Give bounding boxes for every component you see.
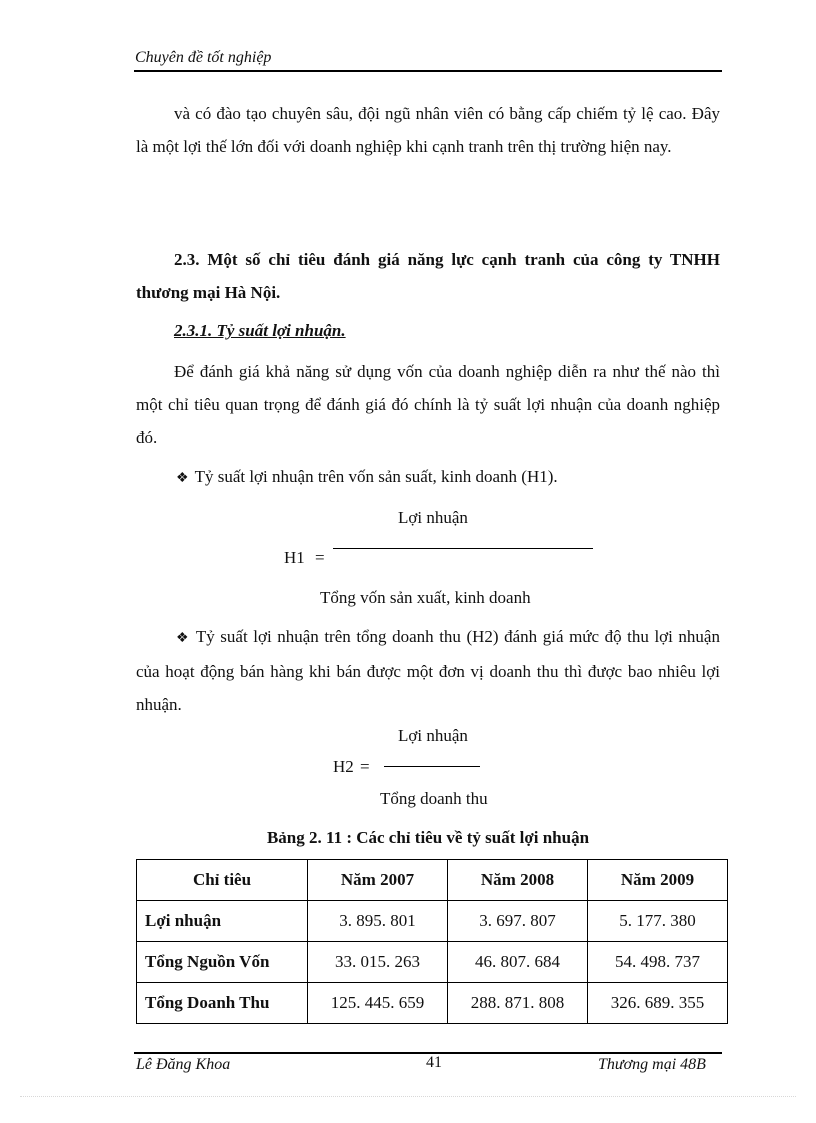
table-caption: Bảng 2. 11 : Các chỉ tiêu về tỷ suất lợi nhuận <box>266 828 590 847</box>
table-header-cell: Năm 2008 <box>448 860 588 901</box>
diamond-bullet-icon: ❖ <box>176 471 189 486</box>
table-cell: 288. 871. 808 <box>448 983 588 1024</box>
table-cell: 3. 697. 807 <box>448 901 588 942</box>
formula-h2-numerator: Lợi nhuận <box>398 726 468 745</box>
table-header-row <box>137 860 728 901</box>
paragraph-intro: và có đào tạo chuyên sâu, đội ngũ nhân viên có bằng cấp chiếm tỷ lệ cao. Đây là một lợi thế lớn đối với doanh nghiệp khi cạnh tranh trên thị trường hiện nay. <box>136 104 720 156</box>
table-cell: 125. 445. 659 <box>308 983 448 1024</box>
profit-rate-table <box>136 859 728 1024</box>
table-row <box>137 901 728 942</box>
table-cell: 54. 498. 737 <box>588 942 728 983</box>
table-row-label: Lợi nhuận <box>137 901 308 942</box>
table-cell: 3. 895. 801 <box>308 901 448 942</box>
header-title: Chuyên đề tốt nghiệp <box>135 49 272 66</box>
bullet-h1 <box>176 467 558 487</box>
footer-class: Thương mại 48B <box>598 1056 706 1073</box>
paragraph-profit-rate: Để đánh giá khả năng sử dụng vốn của doanh nghiệp diễn ra như thế nào thì một chỉ tiêu quan trọng để đánh giá đó chính là tỷ suất lợi nhuận của doanh nghiệp đó. <box>136 362 720 447</box>
formula-h1-numerator: Lợi nhuận <box>398 508 468 527</box>
formula-h1-label: H1 <box>284 548 305 567</box>
formula-h2-label: H2 <box>333 757 354 776</box>
table-row-label: Tổng Doanh Thu <box>137 983 308 1024</box>
bullet-h2-text: Tỷ suất lợi nhuận trên tổng doanh thu (H2) đánh giá mức độ thu lợi nhuận của hoạt động bán hàng khi bán được một đơn vị doanh thu thì được bao nhiêu lợi nhuận. <box>136 627 720 714</box>
formula-h1-fraction-line <box>333 548 593 549</box>
table-header-cell: Chỉ tiêu <box>137 860 308 901</box>
table-header-cell: Năm 2007 <box>308 860 448 901</box>
table-cell: 5. 177. 380 <box>588 901 728 942</box>
table-cell: 326. 689. 355 <box>588 983 728 1024</box>
table-row <box>137 942 728 983</box>
formula-h2-equals: = <box>360 757 370 776</box>
header-divider <box>134 70 722 72</box>
table-row <box>137 983 728 1024</box>
formula-h2-fraction-line <box>384 766 480 767</box>
page-edge-divider <box>20 1096 796 1097</box>
page-number: 41 <box>426 1054 442 1071</box>
formula-h1-equals: = <box>315 548 325 567</box>
diamond-bullet-icon: ❖ <box>176 631 190 646</box>
table-header-cell: Năm 2009 <box>588 860 728 901</box>
subsection-heading-2-3-1: 2.3.1. Tỷ suất lợi nhuận. <box>174 321 346 340</box>
bullet-h2 <box>136 620 720 721</box>
table-cell: 33. 015. 263 <box>308 942 448 983</box>
section-heading-2-3: 2.3. Một số chỉ tiêu đánh giá năng lực cạnh tranh của công ty TNHH thương mại Hà Nội. <box>136 250 720 302</box>
bullet-h1-text: Tỷ suất lợi nhuận trên vốn sản suất, kinh doanh (H1). <box>194 467 558 486</box>
table-row-label: Tổng Nguồn Vốn <box>137 942 308 983</box>
formula-h2-denominator: Tổng doanh thu <box>380 789 488 808</box>
table-cell: 46. 807. 684 <box>448 942 588 983</box>
formula-h1-denominator: Tổng vốn sản xuất, kinh doanh <box>320 588 531 607</box>
footer-author: Lê Đăng Khoa <box>136 1056 231 1073</box>
